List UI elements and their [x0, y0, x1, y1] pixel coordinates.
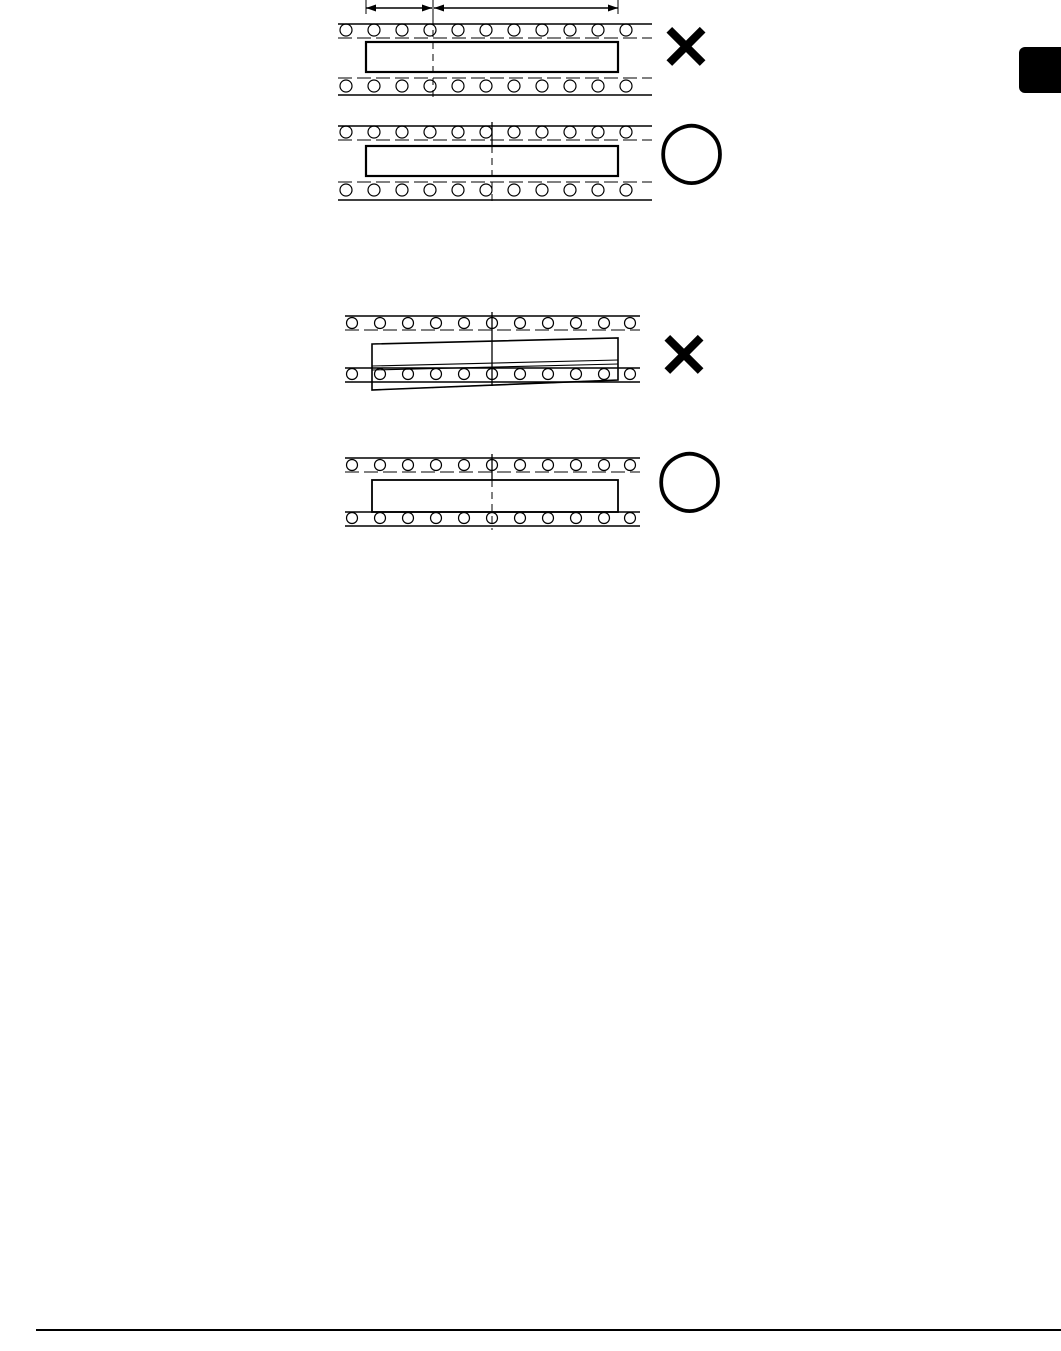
figure-good-centered-roller-span — [330, 115, 730, 220]
page-bottom-rule — [36, 1329, 1061, 1331]
diagram-bad-skewed — [340, 310, 660, 406]
diagram-good-aligned — [340, 452, 660, 544]
verdict-cross-1: ✕ — [660, 14, 712, 83]
verdict-circle-4: ◯ — [656, 443, 724, 513]
verdict-cross-3: ✕ — [658, 322, 710, 391]
diagram-good-centered — [330, 120, 660, 216]
verdict-circle-2: ◯ — [658, 115, 726, 185]
figure-good-aligned-workpiece — [340, 443, 740, 552]
figure-bad-skewed-workpiece — [340, 310, 740, 410]
figure-bad-offset-roller-span — [330, 0, 730, 110]
chapter-tab-marker — [1019, 47, 1061, 93]
diagram-bad-offset — [330, 0, 660, 110]
